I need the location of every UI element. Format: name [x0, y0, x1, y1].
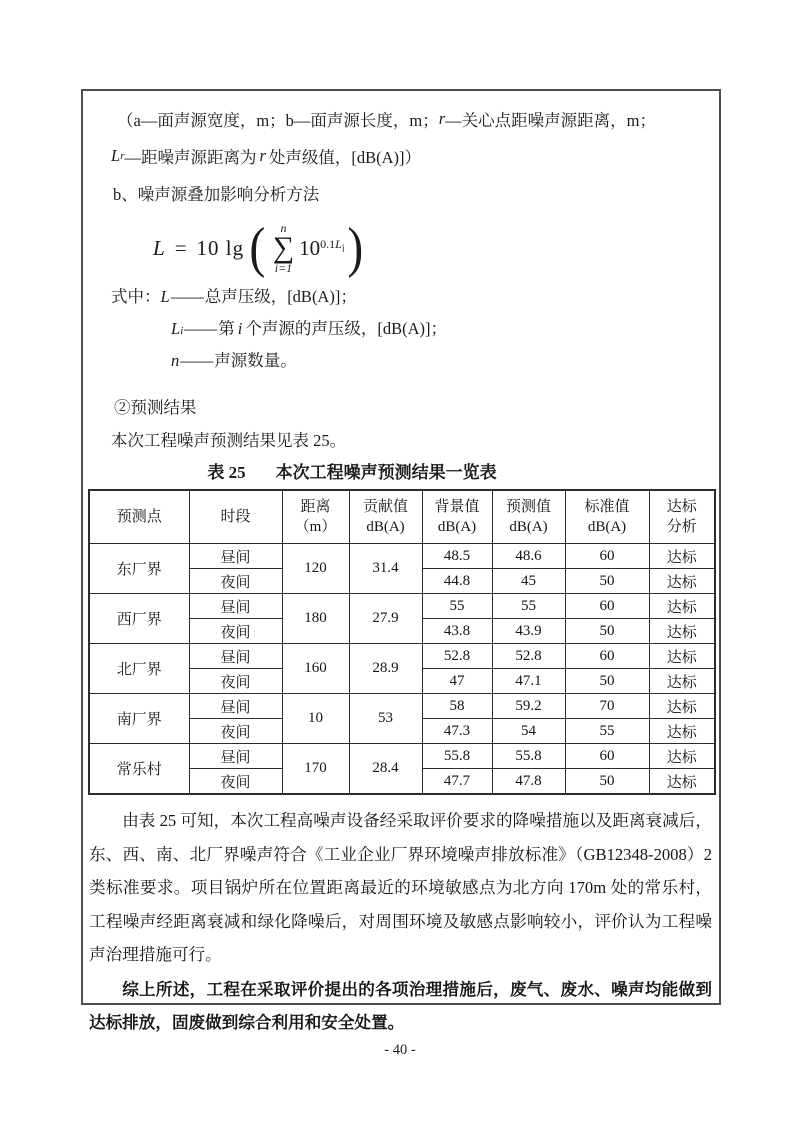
- cell-contribution: 31.4: [349, 544, 422, 594]
- close-paren: ): [347, 217, 363, 279]
- cell-point: 常乐村: [89, 744, 189, 795]
- cell-compliance: 达标: [649, 694, 715, 719]
- cell-compliance: 达标: [649, 544, 715, 569]
- table-row: [89, 594, 715, 619]
- variable-Lr-subscript: r: [120, 149, 125, 162]
- where-clause-line-2: [171, 315, 719, 347]
- col-header-contribution: 贡献值 dB(A): [349, 490, 422, 544]
- where-clause-line-3: [171, 347, 719, 379]
- cell-standard: 60: [565, 544, 649, 569]
- cell-period: 昼间: [189, 744, 282, 769]
- noise-table-body: [89, 544, 715, 795]
- power-term: [299, 236, 344, 261]
- param-definition-line-1: [117, 100, 719, 137]
- power-base: 10: [299, 235, 321, 260]
- cell-period: 昼间: [189, 694, 282, 719]
- cell-standard: 50: [565, 619, 649, 644]
- cell-standard: 50: [565, 769, 649, 795]
- col-header-standard: 标准值 dB(A): [565, 490, 649, 544]
- summary-paragraph: 综上所述，工程在采取评价提出的各项治理措施后，废气、废水、噪声均能做到达标排放，固废做到综合利用和安全处置。: [89, 979, 712, 1032]
- cell-distance: 120: [282, 544, 349, 594]
- cell-distance: 10: [282, 694, 349, 744]
- cell-standard: 60: [565, 594, 649, 619]
- conclusion-paragraph: 由表 25 可知，本次工程高噪声设备经采取评价要求的降噪措施以及距离衰减后，东、西、南、北厂界噪声符合《工业企业厂界环境噪声排放标准》（GB12348-2008）2 类标准要求。项目锅炉所在位置距离最近的环境敏感点为北方向 170m 处的常乐村，工程噪声经距离衰减和绿化降噪后，对周围环境及敏感点影响较小，评价认为工程噪声治理措施可行。: [89, 811, 712, 964]
- variable-n: n: [171, 351, 180, 370]
- cell-background: 47: [422, 669, 492, 694]
- cell-distance: 160: [282, 644, 349, 694]
- cell-period: 夜间: [189, 769, 282, 795]
- table-number: 表 25: [207, 463, 246, 482]
- sum-upper-limit: n: [280, 220, 287, 235]
- definition-text: 总声压级，[dB(A)]；: [204, 287, 357, 306]
- cell-standard: 60: [565, 644, 649, 669]
- cell-point: 北厂界: [89, 644, 189, 694]
- cell-point: 西厂界: [89, 594, 189, 644]
- variable-Lr: L: [111, 145, 121, 165]
- param-text: —关心点距噪声源距离，m；: [445, 110, 657, 130]
- definition-text: 第: [218, 319, 235, 338]
- variable-Li-subscript: i: [180, 325, 184, 337]
- cell-standard: 70: [565, 694, 649, 719]
- table-row: [89, 744, 715, 769]
- power-exponent: $0.1L_i$: [320, 236, 345, 254]
- cell-contribution: 28.4: [349, 744, 422, 795]
- table-title: 本次工程噪声预测结果一览表: [275, 463, 497, 482]
- cell-predicted: 54: [492, 719, 565, 744]
- cell-background: 48.5: [422, 544, 492, 569]
- cell-background: 47.3: [422, 719, 492, 744]
- equals-sign: =: [174, 235, 187, 260]
- formula-coefficient: 10 lg: [196, 235, 245, 260]
- cell-compliance: 达标: [649, 669, 715, 694]
- col-header-predicted: 预测值 dB(A): [492, 490, 565, 544]
- method-subheading: [113, 174, 719, 211]
- cell-standard: 50: [565, 569, 649, 594]
- col-header-period: 时段: [189, 490, 282, 544]
- open-paren: (: [249, 217, 266, 279]
- cell-period: 夜间: [189, 719, 282, 744]
- cell-predicted: 43.9: [492, 619, 565, 644]
- cell-period: 昼间: [189, 594, 282, 619]
- cell-predicted: 52.8: [492, 644, 565, 669]
- prediction-results-heading: [114, 389, 719, 422]
- variable-L: L: [160, 287, 170, 306]
- cell-distance: 180: [282, 594, 349, 644]
- cell-compliance: 达标: [649, 719, 715, 744]
- cell-background: 52.8: [422, 644, 492, 669]
- table-row: [89, 544, 715, 569]
- document-page-frame: [81, 89, 721, 1032]
- cell-compliance: 达标: [649, 769, 715, 795]
- table-row: [89, 644, 715, 669]
- cell-predicted: 47.8: [492, 769, 565, 795]
- definition-text: 声源数量。: [214, 351, 297, 370]
- noise-prediction-table: [88, 489, 716, 795]
- variable-Li: L: [171, 319, 181, 338]
- cell-point: 南厂界: [89, 694, 189, 744]
- cell-predicted: 55.8: [492, 744, 565, 769]
- page-number: - 40 -: [384, 1042, 416, 1058]
- variable-i: i: [237, 319, 243, 338]
- sigma-icon: ∑: [272, 230, 295, 264]
- col-header-point: 预测点: [89, 490, 189, 544]
- cell-distance: 170: [282, 744, 349, 795]
- heading-text: ②预测结果: [114, 397, 197, 417]
- cell-contribution: 53: [349, 694, 422, 744]
- cell-point: 东厂界: [89, 544, 189, 594]
- cell-compliance: 达标: [649, 594, 715, 619]
- cell-standard: 55: [565, 719, 649, 744]
- dash: ——: [184, 319, 218, 338]
- param-text: —距噪声源距离为: [124, 147, 257, 167]
- cell-period: 夜间: [189, 569, 282, 594]
- noise-superposition-formula: [153, 213, 719, 283]
- cell-background: 44.8: [422, 569, 492, 594]
- cell-predicted: 59.2: [492, 694, 565, 719]
- table-row: [89, 694, 715, 719]
- variable-r: r: [438, 108, 446, 128]
- cell-period: 夜间: [189, 619, 282, 644]
- where-clause-line-1: [111, 283, 719, 315]
- cell-contribution: 28.9: [349, 644, 422, 694]
- formula-lhs: L: [153, 235, 165, 260]
- cell-period: 昼间: [189, 544, 282, 569]
- cell-predicted: 47.1: [492, 669, 565, 694]
- noise-table-head-row: [89, 490, 715, 544]
- summation-symbol: [273, 222, 294, 275]
- cell-predicted: 55: [492, 594, 565, 619]
- cell-predicted: 48.6: [492, 544, 565, 569]
- where-label: 式中：: [111, 287, 161, 306]
- sum-lower-limit: i=1: [274, 261, 293, 276]
- dash: ——: [170, 287, 204, 306]
- cell-compliance: 达标: [649, 569, 715, 594]
- param-definition-line-2: [111, 137, 719, 174]
- col-header-background: 背景值 dB(A): [422, 490, 492, 544]
- definition-text: 个声源的声压级，[dB(A)]；: [245, 319, 447, 338]
- param-text: （a—面声源宽度，m；b—面声源长度，m；: [117, 110, 439, 130]
- cell-standard: 50: [565, 669, 649, 694]
- cell-period: 夜间: [189, 669, 282, 694]
- col-header-distance: 距离 （m）: [282, 490, 349, 544]
- dash: ——: [180, 351, 214, 370]
- cell-compliance: 达标: [649, 619, 715, 644]
- cell-predicted: 45: [492, 569, 565, 594]
- cell-compliance: 达标: [649, 744, 715, 769]
- cell-background: 55.8: [422, 744, 492, 769]
- subheading-text: b、噪声源叠加影响分析方法: [113, 184, 320, 204]
- cell-standard: 60: [565, 744, 649, 769]
- param-text: 处声级值，[dB(A)]）: [268, 147, 422, 167]
- cell-compliance: 达标: [649, 644, 715, 669]
- prediction-results-lead: [111, 422, 719, 456]
- variable-r: r: [259, 145, 266, 165]
- table-caption: [83, 459, 621, 486]
- cell-background: 58: [422, 694, 492, 719]
- cell-background: 43.8: [422, 619, 492, 644]
- cell-contribution: 27.9: [349, 594, 422, 644]
- lead-text: 本次工程噪声预测结果见表 25。: [111, 431, 347, 450]
- cell-background: 47.7: [422, 769, 492, 795]
- cell-period: 昼间: [189, 644, 282, 669]
- cell-background: 55: [422, 594, 492, 619]
- col-header-compliance: 达标 分析: [649, 490, 715, 544]
